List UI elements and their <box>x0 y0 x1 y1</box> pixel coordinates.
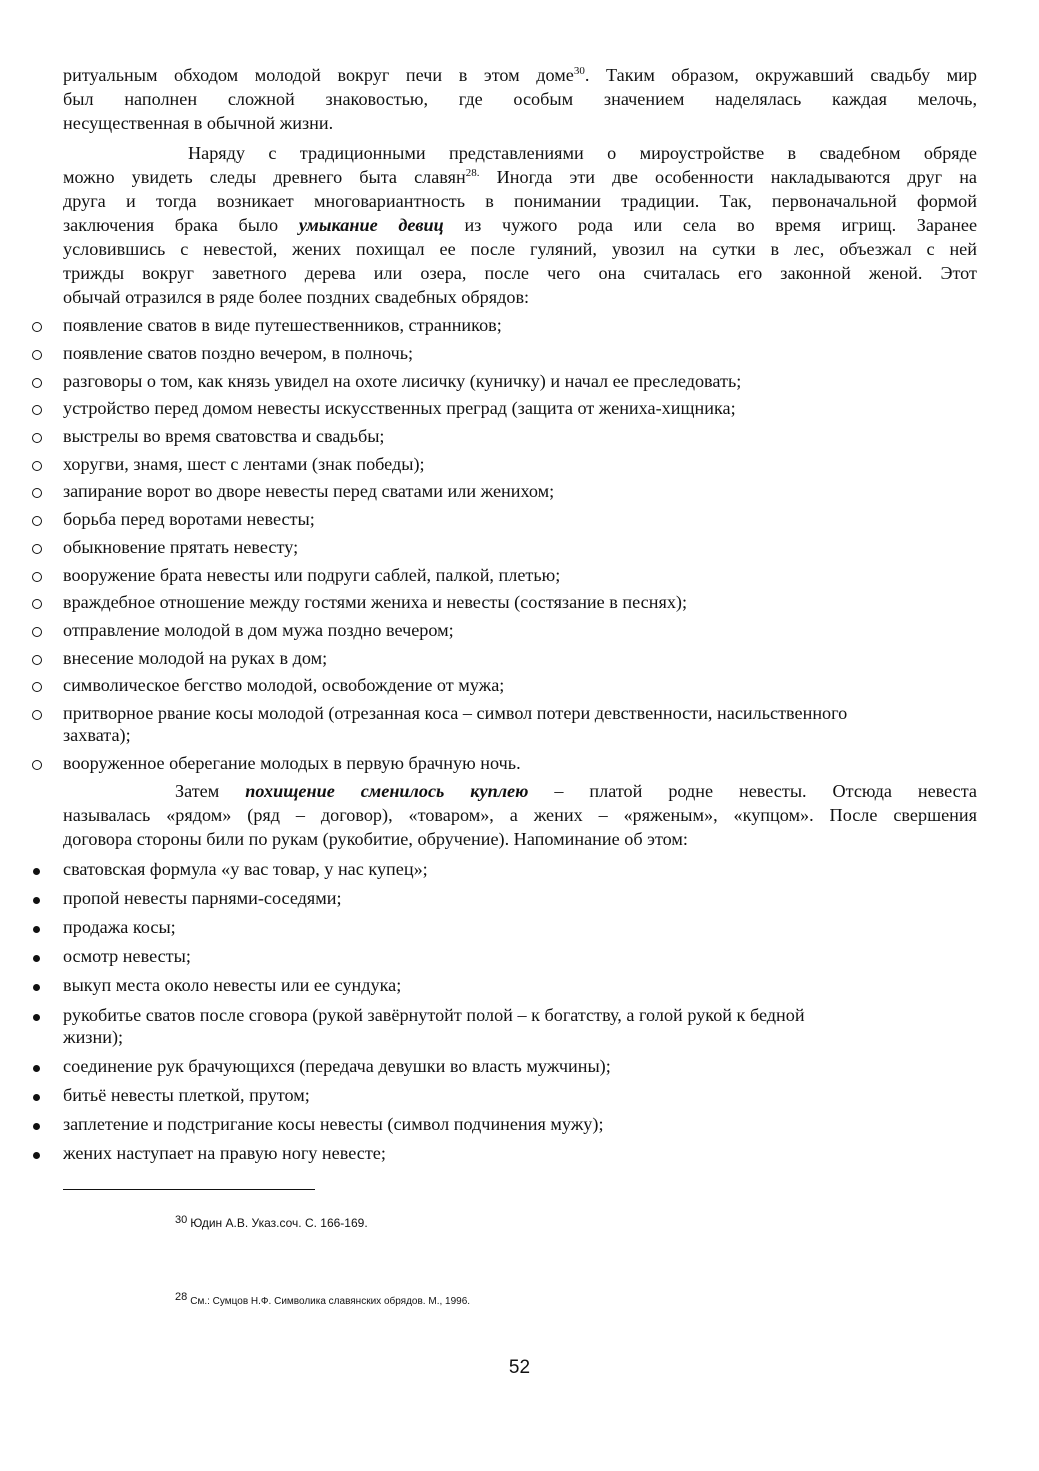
circle-bullet-icon <box>30 673 63 698</box>
para1-line1: ритуальным обходом молодой вокруг печи в этом доме$^{30}$. Таким образом, окружавший свадьбу мир <box>63 65 977 85</box>
circle-bullet-icon <box>30 751 63 776</box>
emphasis-text: похищение сменилось куплею <box>245 781 529 801</box>
dot-bullet-icon <box>30 1054 63 1078</box>
page-number: 52 <box>508 1357 531 1378</box>
footnote-number: 28 <box>175 1291 188 1303</box>
dot-bullet-icon <box>30 1083 63 1107</box>
dot-bullet-icon <box>30 1141 63 1165</box>
para2-line1: Наряду с традиционными представлениями о мироустройстве в свадебном обряде <box>188 143 977 163</box>
circle-bullet-icon <box>30 535 63 560</box>
dot-bullet-icon <box>30 1112 63 1136</box>
circle-bullet-icon <box>30 646 63 671</box>
para1-line2: был наполнен сложной знаковостью, где особым значением наделялась каждая мелочь, <box>63 89 977 109</box>
footnote-ref-28[interactable]: 28. <box>465 167 480 179</box>
circle-bullet-icon <box>30 341 63 366</box>
circle-bullet-icon <box>30 563 63 588</box>
emphasis-text: умыкание девиц <box>298 215 444 235</box>
para3-line3: договора стороны били по рукам (рукобитие, обручение). Напоминание об этом: <box>63 829 688 849</box>
circle-bullet-icon <box>30 424 63 449</box>
para2-line7: обычай отразился в ряде более поздних свадебных обрядов: <box>63 287 530 307</box>
circle-bullet-icon <box>30 701 63 726</box>
footnote-ref-30[interactable]: 30 <box>573 65 585 77</box>
footnote-separator <box>63 1189 315 1190</box>
para2-line3: друга и тогда возникает многовариантность в понимании традиции. Так, первоначальной формой <box>63 191 977 211</box>
para2-line6: трижды вокруг заветного дерева или озера, после чего она считалась его законной женой. Этот <box>63 263 977 283</box>
para2-line2: можно увидеть следы древнего быта славян$^{28.}$ Иногда эти две особенности накладываются друг на <box>63 167 977 187</box>
para3-line1: Затем похищение сменилось куплею – платой родне невесты. Отсюда невеста <box>175 781 978 801</box>
dot-bullet-icon <box>30 1003 63 1027</box>
circle-bullet-icon <box>30 369 63 394</box>
dot-bullet-icon <box>30 973 63 997</box>
para2-line5: условившись с невестой, жених похищал ее после гуляний, увозил на сутки в лес, объезжал с ней <box>63 239 977 259</box>
circle-bullet-icon <box>30 452 63 477</box>
dot-bullet-icon <box>30 886 63 910</box>
circle-bullet-icon <box>30 618 63 643</box>
circle-bullet-icon <box>30 507 63 532</box>
circle-bullet-icon <box>30 313 63 338</box>
dot-bullet-icon <box>30 915 63 939</box>
dot-bullet-icon <box>30 857 63 881</box>
footnote-28 <box>175 1291 470 1307</box>
para2-line4: заключения брака было умыкание девиц из чужого рода или села во время игрищ. Заранее <box>63 215 978 235</box>
circle-bullet-icon <box>30 396 63 421</box>
circle-bullet-icon <box>30 479 63 504</box>
footnote-number: 30 <box>175 1214 188 1226</box>
circle-bullet-icon <box>30 590 63 615</box>
footnote-30 <box>175 1214 368 1230</box>
para3-line2: называлась «рядом» (ряд – договор), «товаром», а жених – «ряженым», «купцом». После свершения <box>63 805 977 825</box>
dot-bullet-icon <box>30 944 63 968</box>
footnote-text: См.: Сумцов Н.Ф. Символика славянских обрядов. М., 1996. <box>190 1296 471 1307</box>
footnote-text: Юдин А.В. Указ.соч. С. 166-169. <box>190 1216 368 1230</box>
para1-line3: несущественная в обычной жизни. <box>63 113 334 133</box>
